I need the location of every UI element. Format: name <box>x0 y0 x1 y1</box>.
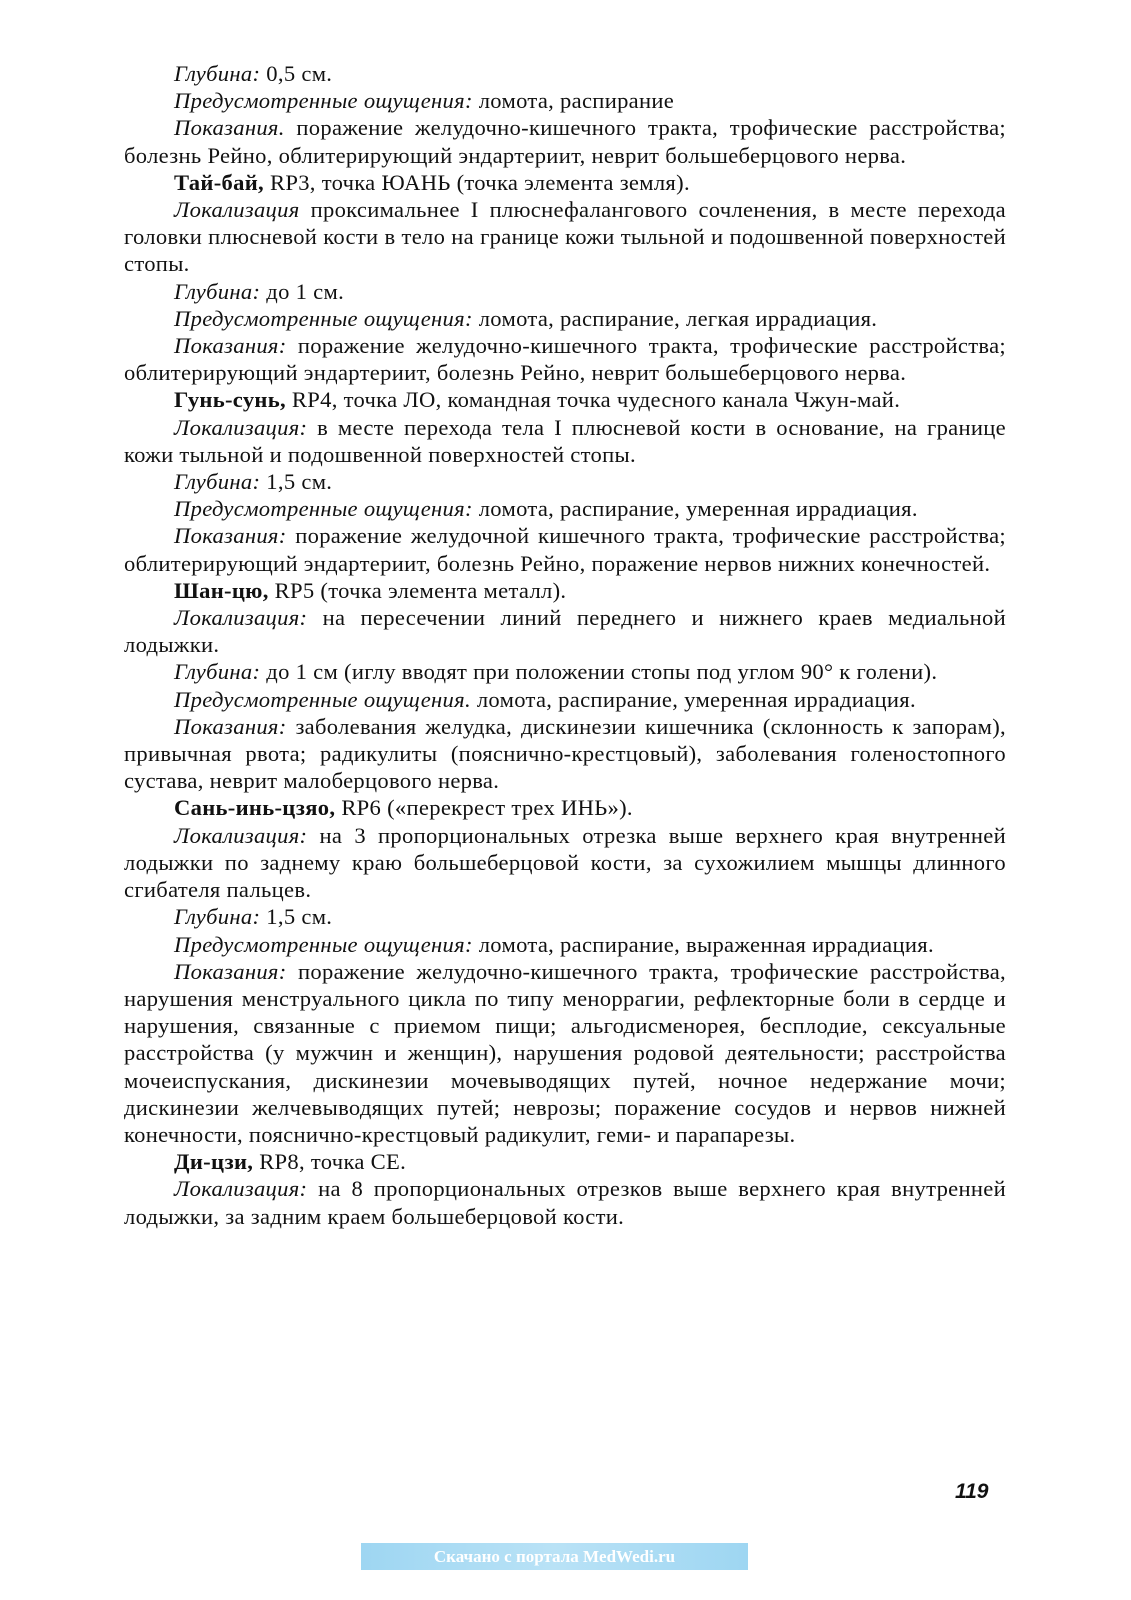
paragraph <box>124 495 1006 522</box>
field-label: Глубина: <box>174 659 261 685</box>
point-description: RP8, точка СЕ. <box>259 1149 407 1175</box>
field-label: Локализация <box>174 197 300 223</box>
paragraph <box>124 114 1006 168</box>
field-text: заболевания желудка, дискинезии кишечника (склонность к запорам), привычная рвота; радикулиты (пояснично-крестцовый), заболевания голеностопного сустава, неврит малоберцового нерва. <box>124 713 1006 794</box>
field-label: Показания: <box>174 958 287 984</box>
field-label: Предусмотренные ощущения: <box>174 305 473 331</box>
field-text: поражение желудочно-кишечного тракта, трофические расстройства, нарушения менструального цикла по типу меноррагии, рефлекторные боли в сердце и нарушения, связанные с приемом пищи; альгодисменорея, бесплодие, сексуальные расстройства (у мужчин и женщин), нарушения родовой деятельности; расстройства мочеиспускания, дискинезии мочевыводящих путей, ночное недержание мочи; дискинезии желчевыводящих путей; неврозы; поражение сосудов и нервов нижней конечности, пояснично-крестцовый радикулит, геми- и парапарезы. <box>124 958 1007 1147</box>
paragraph <box>124 686 1006 713</box>
point-heading <box>124 577 1006 604</box>
point-name: Шан-цю, <box>174 577 269 603</box>
paragraph <box>124 931 1006 958</box>
point-name: Гунь-сунь, <box>174 387 286 413</box>
field-label: Показания. <box>174 115 285 141</box>
field-text: поражение желудочно-кишечного тракта, трофические расстройства; болезнь Рейно, облитерирующий эндартериит, неврит большеберцового нерва. <box>124 115 1006 168</box>
paragraph <box>124 958 1006 1148</box>
point-description: RP6 («перекрест трех ИНЬ»). <box>341 795 633 821</box>
paragraph <box>124 903 1006 930</box>
field-text: ломота, распирание, выраженная иррадиация. <box>478 931 934 957</box>
point-name: Сань-инь-цзяо, <box>174 795 336 821</box>
paragraph <box>124 1175 1006 1229</box>
field-label: Предусмотренные ощущения: <box>174 931 473 957</box>
field-label: Локализация: <box>174 1176 308 1202</box>
point-description: RP4, точка ЛО, командная точка чудесного канала Чжун-май. <box>291 387 901 413</box>
point-name: Тай-бай, <box>174 169 265 195</box>
field-label: Локализация: <box>174 414 308 440</box>
paragraph <box>124 196 1006 278</box>
field-text: в месте перехода тела I плюсневой кости в основание, на границе кожи тыльной и подошвенной поверхностей стопы. <box>124 414 1006 467</box>
field-text: на 3 пропорциональных отрезка выше верхнего края внутренней лодыжки по заднему краю большеберцовой кости, за сухожилием мышцы длинного сгибателя пальцев. <box>124 822 1006 903</box>
paragraph <box>124 87 1006 114</box>
page-number: 119 <box>955 1480 989 1503</box>
field-text: на 8 пропорциональных отрезков выше верхнего края внутренней лодыжки, за задним краем большеберцовой кости. <box>124 1176 1006 1229</box>
field-text: ломота, распирание, умеренная иррадиация. <box>478 496 918 522</box>
paragraph <box>124 658 1006 685</box>
field-text: на пересечении линий переднего и нижнего краев медиальной лодыжки. <box>124 605 1006 658</box>
field-text: поражение желудочной кишечного тракта, трофические расстройства; облитерирующий эндартериит, болезнь Рейно, поражение нервов нижних конечностей. <box>124 523 1006 576</box>
field-text: 1,5 см. <box>266 904 333 930</box>
point-heading <box>124 386 1006 413</box>
paragraph <box>124 468 1006 495</box>
paragraph <box>124 713 1006 795</box>
point-heading <box>124 169 1006 196</box>
field-text: ломота, распирание <box>478 88 675 114</box>
paragraph <box>124 522 1006 576</box>
field-label: Локализация: <box>174 605 308 631</box>
watermark-banner: Скачано с портала MedWedi.ru <box>361 1543 748 1570</box>
paragraph <box>124 305 1006 332</box>
field-text: ломота, распирание, легкая иррадиация. <box>478 305 878 331</box>
field-label: Показания: <box>174 713 287 739</box>
point-heading <box>124 794 1006 821</box>
field-text: 0,5 см. <box>266 61 333 86</box>
point-description: RP5 (точка элемента металл). <box>274 577 567 603</box>
field-label: Локализация: <box>174 822 308 848</box>
page-body <box>124 60 1006 1230</box>
field-text: проксимальнее I плюснефалангового сочленения, в месте перехода головки плюсневой кости в тело на границе кожи тыльной и подошвенной поверхностей стопы. <box>124 197 1006 277</box>
field-label: Глубина: <box>174 904 261 930</box>
field-label: Показания: <box>174 523 287 549</box>
field-text: поражение желудочно-кишечного тракта, трофические расстройства; облитерирующий эндартериит, болезнь Рейно, неврит большеберцового нерва. <box>124 333 1006 386</box>
paragraph <box>124 414 1006 468</box>
field-label: Предусмотренные ощущения: <box>174 496 473 522</box>
point-description: RP3, точка ЮАНЬ (точка элемента земля). <box>269 169 690 195</box>
field-label: Предусмотренные ощущения: <box>174 88 473 114</box>
paragraph <box>124 278 1006 305</box>
field-label: Предусмотренные ощущения. <box>174 686 471 712</box>
field-text: ломота, распирание, умеренная иррадиация. <box>476 686 916 712</box>
field-text: до 1 см (иглу вводят при положении стопы под углом 90° к голени). <box>266 659 938 685</box>
paragraph <box>124 332 1006 386</box>
field-label: Глубина: <box>174 278 261 304</box>
field-label: Показания: <box>174 333 287 359</box>
field-text: 1,5 см. <box>266 469 333 495</box>
point-heading <box>124 1148 1006 1175</box>
field-label: Глубина: <box>174 469 261 495</box>
point-name: Ди-цзи, <box>174 1149 254 1175</box>
paragraph <box>124 822 1006 904</box>
field-text: до 1 см. <box>266 278 345 304</box>
paragraph <box>124 604 1006 658</box>
paragraph <box>124 60 1006 87</box>
field-label: Глубина: <box>174 61 261 86</box>
